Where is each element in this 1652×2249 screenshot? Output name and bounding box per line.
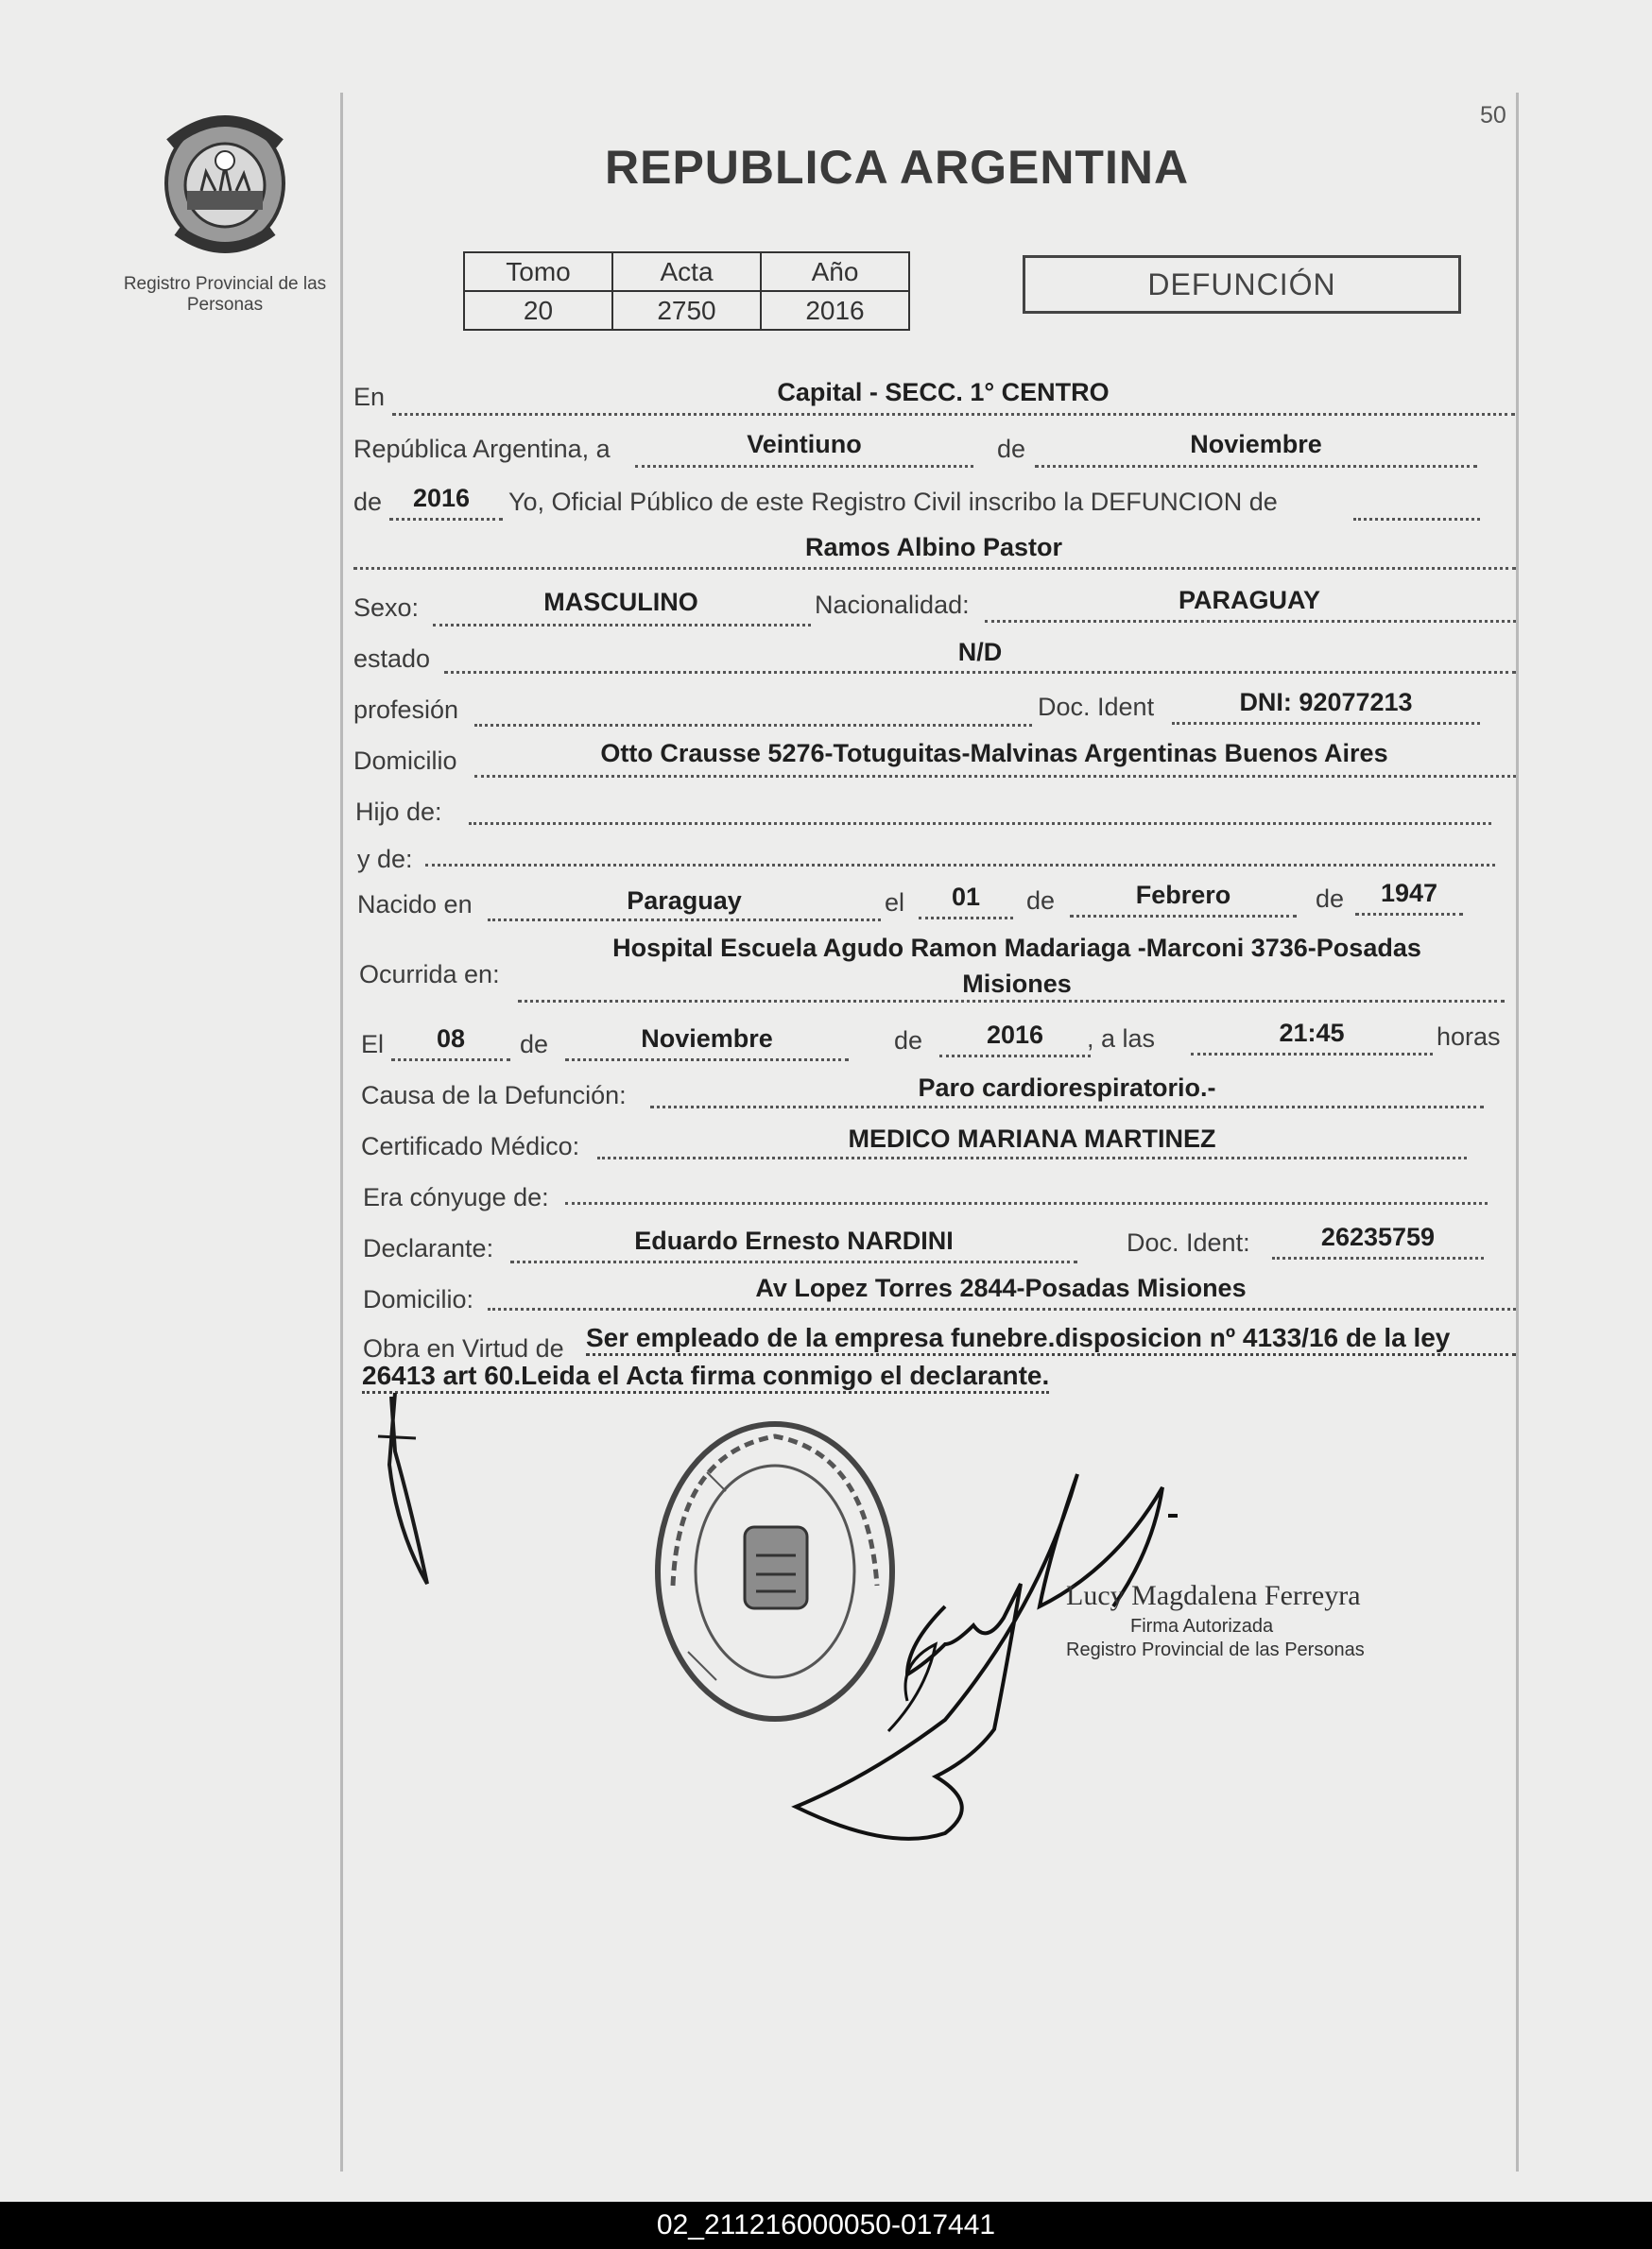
y-de-label: y de: xyxy=(357,845,413,873)
hijo-label: Hijo de: xyxy=(355,798,442,826)
doc-ident-label: Doc. Ident xyxy=(1038,693,1155,721)
el-label: el xyxy=(885,888,905,917)
dotted-line xyxy=(1355,913,1463,916)
horas-label: horas xyxy=(1437,1022,1501,1051)
signatory-name: Lucy Magdalena Ferreyra xyxy=(1066,1580,1361,1611)
dotted-line xyxy=(1272,1257,1484,1260)
declarante-value: Eduardo Ernesto NARDINI xyxy=(634,1227,954,1255)
birth-year-value: 1947 xyxy=(1380,879,1438,907)
year-prefix-label: de xyxy=(353,488,383,516)
dotted-line xyxy=(469,822,1491,825)
domicilio2-label: Domicilio: xyxy=(363,1285,474,1313)
month-value: Noviembre xyxy=(1190,430,1322,458)
a-las-label: , a las xyxy=(1087,1024,1156,1053)
death-day-value: 08 xyxy=(436,1024,466,1053)
causa-value: Paro cardiorespiratorio.- xyxy=(918,1073,1216,1102)
dotted-line xyxy=(391,1058,510,1061)
death-place-line2: Misiones xyxy=(962,970,1072,998)
dotted-line xyxy=(1191,1053,1433,1056)
dotted-line xyxy=(939,1055,1091,1057)
profesion-label: profesión xyxy=(353,695,459,724)
signatory-organization: Registro Provincial de las Personas xyxy=(1066,1640,1365,1660)
dotted-line xyxy=(433,624,811,627)
birth-day-value: 01 xyxy=(951,883,981,911)
death-place-line1: Hospital Escuela Agudo Ramon Madariaga -Marconi 3736-Posadas xyxy=(612,934,1421,962)
birthplace-value: Paraguay xyxy=(627,886,742,915)
death-time-value: 21:45 xyxy=(1279,1019,1345,1047)
anio-header: Año xyxy=(761,252,909,291)
nacionalidad-label: Nacionalidad: xyxy=(815,591,970,619)
statement-text: Yo, Oficial Público de este Registro Civil inscribo la DEFUNCION de xyxy=(508,488,1278,516)
domicilio-value: Otto Crausse 5276-Totuguitas-Malvinas Argentinas Buenos Aires xyxy=(600,739,1388,767)
acta-value: 2750 xyxy=(612,291,761,330)
estado-label: estado xyxy=(353,644,431,673)
de-label: de xyxy=(997,435,1026,463)
el2-label: El xyxy=(361,1030,385,1058)
dotted-line xyxy=(474,775,1516,778)
dotted-line xyxy=(392,413,1515,416)
sexo-value: MASCULINO xyxy=(543,588,698,616)
dotted-line xyxy=(353,567,1516,570)
document-title: REPUBLICA ARGENTINA xyxy=(605,141,1190,194)
record-type-box: DEFUNCIÓN xyxy=(1023,255,1461,314)
certificado-label: Certificado Médico: xyxy=(361,1132,580,1160)
declarante-label: Declarante: xyxy=(363,1234,494,1262)
dotted-line xyxy=(565,1202,1488,1205)
domicilio2-value: Av Lopez Torres 2844-Posadas Misiones xyxy=(755,1274,1247,1302)
conyuge-label: Era cónyuge de: xyxy=(363,1183,549,1211)
dotted-line xyxy=(389,518,503,521)
causa-label: Causa de la Defunción: xyxy=(361,1081,627,1109)
registry-label: Registro Provincial de las Personas xyxy=(123,274,327,315)
republica-label: República Argentina, a xyxy=(353,435,611,463)
death-de2-label: de xyxy=(894,1026,923,1055)
dotted-line xyxy=(650,1106,1484,1108)
signature-block xyxy=(1066,1580,1365,1661)
dotted-line xyxy=(1035,465,1477,468)
page-number: 50 xyxy=(1480,102,1506,129)
obra-label: Obra en Virtud de xyxy=(363,1334,564,1363)
right-margin-line xyxy=(1516,93,1519,2172)
birth-de2-label: de xyxy=(1316,884,1345,913)
deceased-name: Ramos Albino Pastor xyxy=(804,533,1063,561)
left-margin-line xyxy=(340,93,343,2172)
dotted-line xyxy=(518,1000,1505,1003)
dotted-line xyxy=(985,620,1516,623)
declarante-doc-value: 26235759 xyxy=(1320,1223,1436,1251)
death-year-value: 2016 xyxy=(986,1021,1044,1049)
registry-stamp xyxy=(650,1416,901,1727)
dotted-line xyxy=(444,671,1516,674)
domicilio-label: Domicilio xyxy=(353,747,457,775)
dotted-line xyxy=(488,918,881,921)
dotted-line xyxy=(474,724,1032,727)
misiones-emblem-icon xyxy=(149,106,301,257)
dotted-line xyxy=(919,917,1013,919)
tomo-value: 20 xyxy=(464,291,612,330)
obra-line1: Ser empleado de la empresa funebre.disposicion nº 4133/16 de la ley xyxy=(586,1323,1516,1356)
reference-table xyxy=(463,251,910,331)
certificado-value: MEDICO MARIANA MARTINEZ xyxy=(848,1124,1216,1153)
signatory-role: Firma Autorizada xyxy=(1130,1616,1274,1637)
tomo-header: Tomo xyxy=(464,252,612,291)
file-id-bar: 02_211216000050-017441 xyxy=(0,2202,1652,2249)
acta-header: Acta xyxy=(612,252,761,291)
birth-month-value: Febrero xyxy=(1135,881,1231,909)
dotted-line xyxy=(565,1058,849,1061)
dotted-line xyxy=(1070,915,1297,918)
dotted-line xyxy=(488,1308,1516,1311)
year-value: 2016 xyxy=(412,484,471,512)
day-value: Veintiuno xyxy=(747,430,862,458)
ocurrida-label: Ocurrida en: xyxy=(359,960,500,988)
dotted-line xyxy=(425,864,1495,867)
declarante-doc-label: Doc. Ident: xyxy=(1127,1228,1250,1257)
estado-value: N/D xyxy=(957,638,1003,666)
death-month-value: Noviembre xyxy=(641,1024,773,1053)
nacionalidad-value: PARAGUAY xyxy=(1178,586,1321,614)
en-label: En xyxy=(353,383,386,411)
death-de1-label: de xyxy=(520,1030,549,1058)
nacido-label: Nacido en xyxy=(357,890,473,918)
dotted-line xyxy=(1172,722,1480,725)
anio-value: 2016 xyxy=(761,291,909,330)
dotted-line xyxy=(635,465,973,468)
dotted-line xyxy=(597,1157,1467,1159)
sexo-label: Sexo: xyxy=(353,593,420,622)
dotted-line xyxy=(1353,518,1480,521)
birth-de1-label: de xyxy=(1026,886,1056,915)
dotted-line xyxy=(510,1261,1077,1263)
place-value: Capital - SECC. 1° CENTRO xyxy=(777,378,1110,406)
obra-line2: 26413 art 60.Leida el Acta firma conmigo el declarante. xyxy=(362,1361,1049,1394)
doc-ident-value: DNI: 92077213 xyxy=(1239,688,1413,716)
